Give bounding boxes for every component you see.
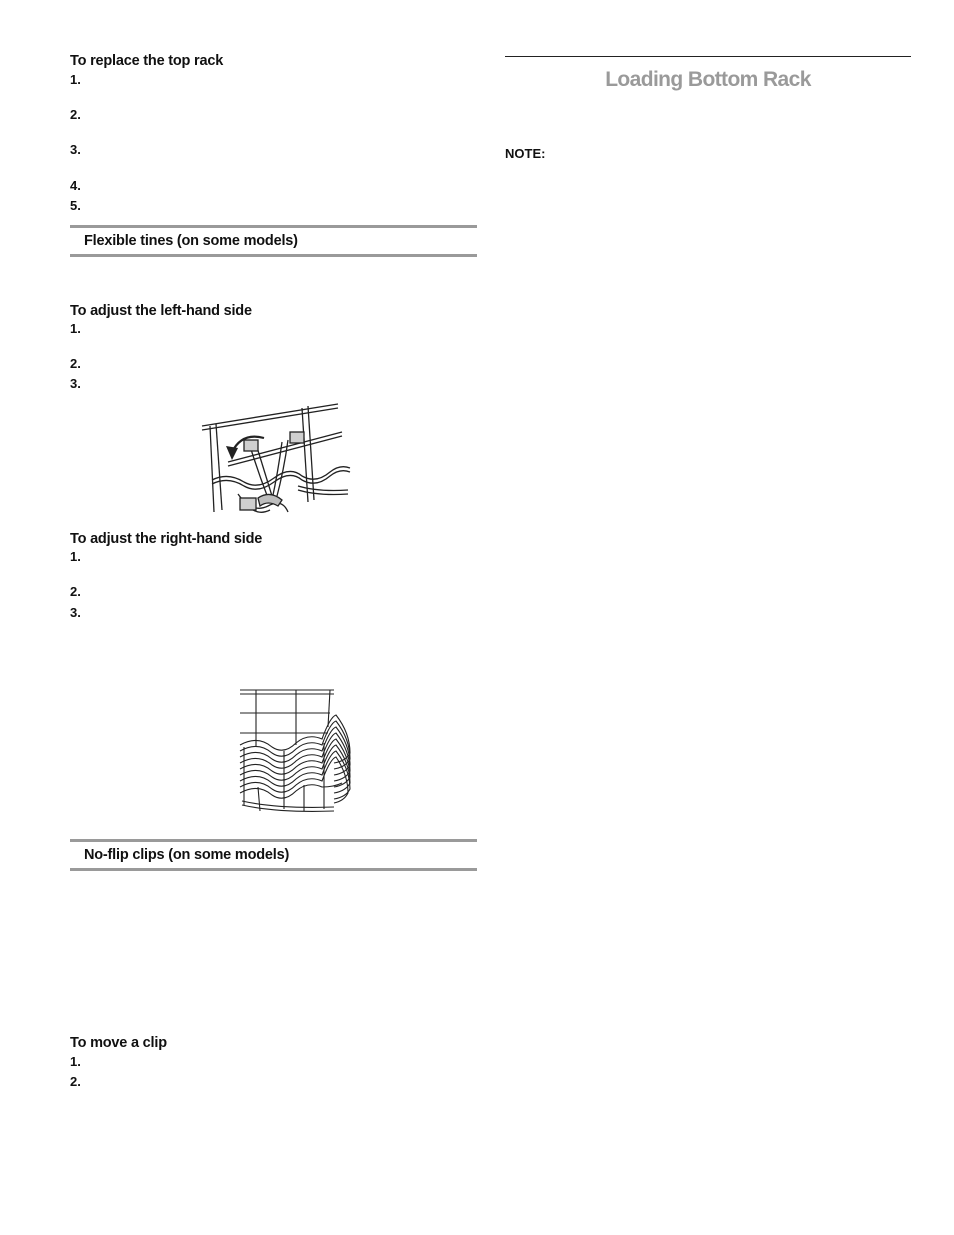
flexible-tines-heading: Flexible tines (on some models) (84, 233, 298, 249)
adjust-right-step-2-number: 2. (70, 584, 81, 599)
adjust-right-step-1-number: 1. (70, 549, 81, 564)
section-rule (505, 56, 911, 57)
move-clip-step-1-number: 1. (70, 1054, 81, 1069)
move-clip-step-2-number: 2. (70, 1074, 81, 1089)
tine-adjust-illustration (198, 402, 354, 520)
replace-step-3-number: 3. (70, 142, 81, 157)
replace-top-rack-heading: To replace the top rack (70, 53, 224, 69)
replace-step-1-number: 1. (70, 72, 81, 87)
adjust-left-heading: To adjust the left-hand side (70, 303, 252, 319)
adjust-right-heading: To adjust the right-hand side (70, 531, 263, 547)
no-flip-clips-heading: No-flip clips (on some models) (84, 847, 290, 863)
adjust-left-step-2-number: 2. (70, 356, 81, 371)
move-clip-heading: To move a clip (70, 1035, 167, 1051)
replace-step-2-number: 2. (70, 107, 81, 122)
replace-step-5-number: 5. (70, 198, 81, 213)
note-label: NOTE: (505, 146, 546, 161)
loading-bottom-rack-title: Loading Bottom Rack (605, 68, 811, 91)
adjust-left-step-3-number: 3. (70, 376, 81, 391)
adjust-right-step-3-number: 3. (70, 605, 81, 620)
replace-step-4-number: 4. (70, 178, 81, 193)
no-flip-clips-band (70, 839, 477, 871)
flexible-tines-band (70, 225, 477, 257)
rack-tines-illustration (238, 687, 356, 813)
adjust-left-step-1-number: 1. (70, 321, 81, 336)
